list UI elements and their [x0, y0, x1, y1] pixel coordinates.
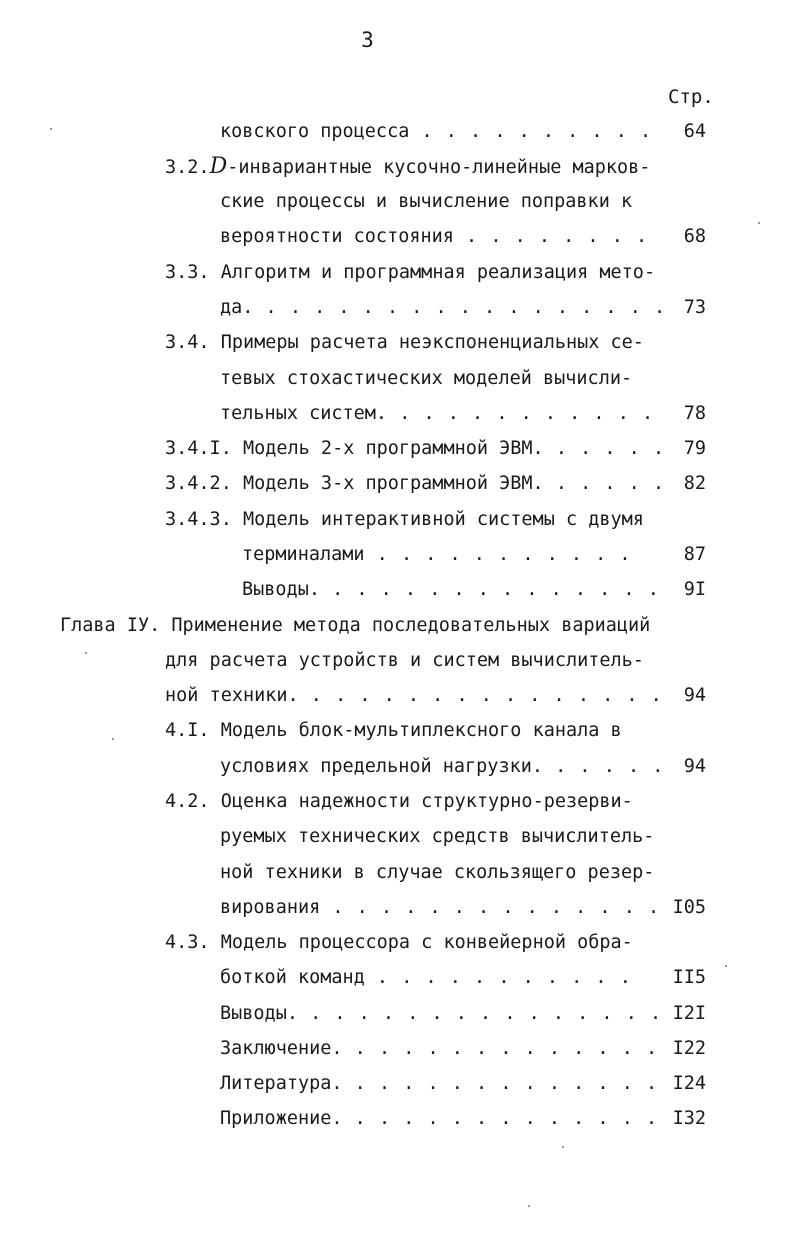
toc-line: вероятности состояния . . . . . . . .	[220, 226, 649, 247]
toc-line: условиях предельной нагрузки. . . . . .	[220, 756, 665, 777]
toc-line: 4.2. Оценка надежности структурно-резерви-	[165, 791, 633, 812]
scan-speck	[50, 128, 52, 130]
toc-line: 3.4.2. Модель 3-х программной ЭВМ. . . . . .	[165, 473, 666, 494]
toc-page-number: 94	[683, 756, 706, 777]
toc-page-number: II5	[672, 967, 706, 988]
scan-speck	[562, 1146, 564, 1148]
toc-page-number: 78	[683, 403, 706, 424]
scan-speck	[758, 222, 760, 224]
toc-page-number: 68	[683, 226, 706, 247]
toc-page-number: I05	[672, 897, 706, 918]
toc-line: да. . . . . . . . . . . . . . . . . .	[220, 297, 667, 318]
toc-page-number: 9I	[683, 579, 706, 600]
toc-line: терминалами . . . . . . . . . . .	[242, 544, 632, 565]
toc-line: 3.4.I. Модель 2-х программной ЭВМ. . . . . .	[165, 438, 666, 459]
toc-line: 4.3. Модель процессора с конвейерной обра-	[165, 932, 633, 953]
scan-speck	[112, 738, 114, 740]
toc-line: ковского процесса . . . . . . . . . .	[220, 121, 653, 142]
toc-page-number: I22	[672, 1038, 706, 1059]
toc-line: тевых стохастических моделей вычисли-	[220, 368, 633, 389]
toc-page-number: 64	[683, 121, 706, 142]
toc-line: ной техники. . . . . . . . . . . . . . . .	[165, 685, 663, 706]
toc-line: тельных систем. . . . . . . . . . . .	[220, 403, 655, 424]
toc-page-number: I2I	[672, 1003, 706, 1024]
scan-speck	[725, 965, 727, 967]
toc-line: ной техники в случае скользящего резер-	[220, 862, 655, 883]
toc-line: Выводы. . . . . . . . . . . . . . . .	[220, 1003, 663, 1024]
scan-speck	[528, 1205, 530, 1207]
d-symbol: D	[209, 154, 228, 179]
scan-speck	[85, 652, 87, 654]
toc-line: 3.4.3. Модель интерактивной системы с двумя	[165, 509, 644, 530]
toc-line: 3.2.D-инвариантные кусочно-линейные марков-	[165, 154, 651, 179]
toc-line: ские процессы и вычисление поправки к	[220, 191, 633, 212]
toc-line: 3.4. Примеры расчета неэкспоненциальных се-	[165, 332, 644, 353]
toc-line: Выводы. . . . . . . . . . . . . . .	[242, 579, 660, 600]
toc-page-number: 94	[683, 685, 706, 706]
toc-page-number: 79	[683, 438, 706, 459]
toc-page-number: I24	[672, 1073, 706, 1094]
toc-line: Заключение. . . . . . . . . . . . . .	[220, 1038, 659, 1059]
toc-page-number: I32	[672, 1108, 706, 1129]
toc-line: вирования . . . . . . . . . . . . . .	[220, 897, 661, 918]
toc-page-number: 73	[683, 297, 706, 318]
page-column-label: Стр.	[668, 86, 714, 108]
page-number: 3	[361, 28, 374, 52]
toc-line: боткой команд . . . . . . . . . . .	[220, 967, 632, 988]
toc-line: для расчета устройств и систем вычислитель-	[165, 650, 644, 671]
toc-line: 4.I. Модель блок-мультиплексного канала в	[165, 720, 622, 741]
toc-line: Глава IУ. Применение метода последовательных вариаций	[60, 615, 651, 636]
toc-page-number: 87	[683, 544, 706, 565]
toc-line: Приложение. . . . . . . . . . . . . .	[220, 1108, 659, 1129]
toc-page-number: 82	[683, 473, 706, 494]
toc-line: руемых технических средств вычислитель-	[220, 826, 655, 847]
toc-line: Литература. . . . . . . . . . . . . .	[220, 1073, 659, 1094]
toc-line: 3.3. Алгоритм и программная реализация мето-	[165, 262, 656, 283]
